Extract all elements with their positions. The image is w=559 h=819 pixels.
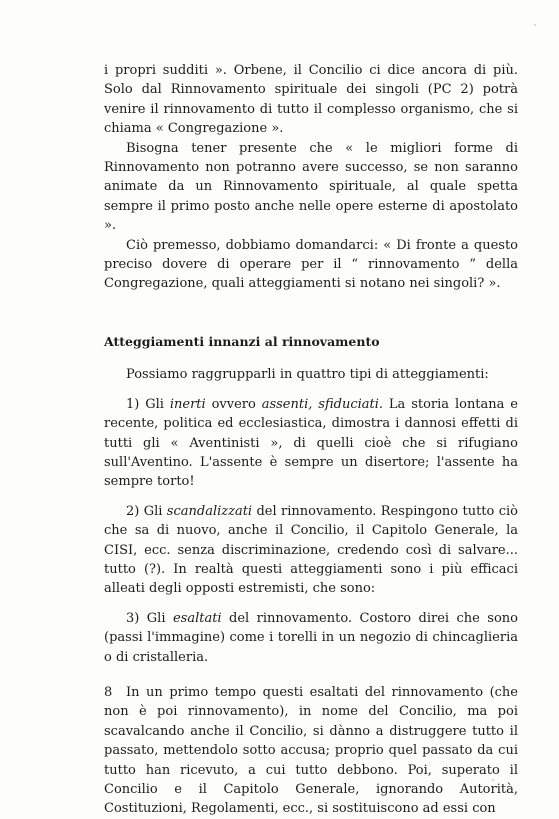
list-item-scandalizzati-prefix: 2) Gli [126, 503, 167, 519]
list-item-scandalizzati-text: del rinnovamento. Respingono tutto ciò che sa di nuovo, anche il Concilio, il Capitolo Generale, la CISI, ecc. senza discriminazione, credendo così di salvare... tutto (?). In realtà questi atteggiamenti sono i più efficaci alleati degli opposti estremisti, che sono: [104, 503, 518, 597]
list-item-esaltati [104, 609, 518, 667]
list-item-inerti-text: La storia lontana e recente, politica ed ecclesiastica, dimostra i dannosi effetti di tutti gli « Aventinisti », di quelli cioè che si rifugiano sull'Aventino. L'assente è sempre un disertore; l'assente ha sempre torto! [104, 396, 518, 490]
paragraph-question: Ciò premesso, dobbiamo domandarci: « Di fronte a questo preciso dovere di operare per il “ rinnovamento ” della Congregazione, quali atteggiamenti si notano nei singoli? ». [104, 237, 518, 292]
speck-mark [534, 24, 536, 26]
list-item-inerti [104, 395, 518, 492]
list-item-esaltati-text: del rinnovamento. Costoro direi che sono (passi l'immagine) come i torelli in un negozio di chincaglieria o di cristalleria. [104, 610, 518, 665]
speck-mark [492, 779, 494, 781]
list-item-inerti-join: ovvero [205, 396, 262, 412]
paragraph-continuation: i propri sudditi ». Orbene, il Concilio ci dice ancora di più. Solo dal Rinnovamento spirituale dei singoli (PC 2) potrà venire il rinnovamento di tutto il complesso organismo, che si chiama « Congregazione ». [104, 63, 518, 137]
paragraph-rinnovamento: Bisogna tener presente che « le migliori forme di Rinnovamento non potranno avere successo, se non saranno animate da un Rinnovamento spirituale, al quale spetta sempre il primo posto anche nelle opere esterne di apostolato ». [104, 140, 518, 234]
paragraph-esaltati-detail: In un primo tempo questi esaltati del rinnovamento (che non è poi rinnovamento), in nome del Concilio, ma poi scavalcando anche il Concilio, si dànno a distruggere tutto il passato, mettendolo sotto accusa; proprio quel passato da cui tutto han ricevuto, a cui tutto debbono. Poi, superato il Concilio e il Capitolo Generale, ignorando Autorità, Costituzioni, Regolamenti, ecc., si sostituiscono ad essi con [104, 684, 518, 817]
paragraph-intro-list: Possiamo raggrupparli in quattro tipi di atteggiamenti: [126, 367, 489, 383]
list-item-inerti-prefix: 1) Gli [126, 396, 170, 412]
term-scandalizzati: scandalizzati [166, 503, 253, 519]
page-number: 8 [104, 685, 113, 700]
term-inerti: inerti [169, 396, 206, 412]
term-esaltati: esaltati [172, 610, 222, 626]
list-item-esaltati-prefix: 3) Gli [126, 610, 173, 626]
body-text [104, 61, 518, 819]
section-heading: Atteggiamenti innanzi al rinnovamento [104, 333, 380, 349]
list-item-scandalizzati [104, 502, 518, 599]
term-assenti: assenti, sfiduciati. [261, 396, 384, 412]
